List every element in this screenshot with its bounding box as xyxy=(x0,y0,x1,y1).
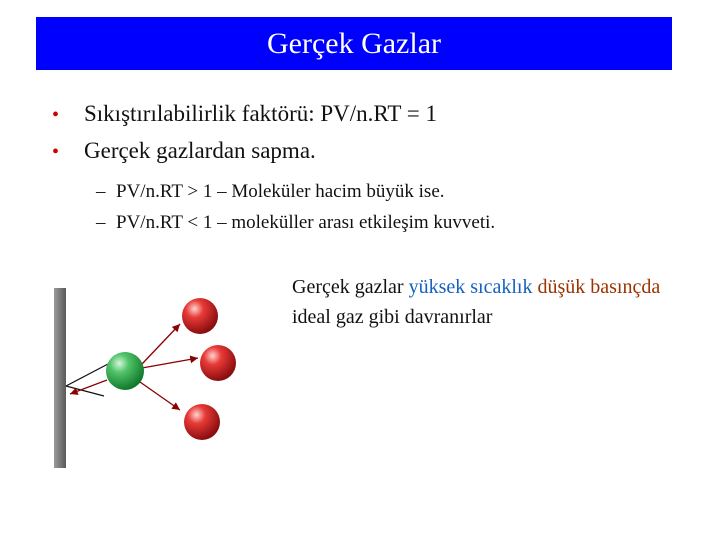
note-text: Gerçek gazlar xyxy=(292,276,409,298)
sub-bullet-list xyxy=(96,176,696,238)
bullet-item xyxy=(52,96,692,133)
ideal-gas-note xyxy=(292,272,672,332)
attraction-arrow xyxy=(142,324,180,364)
sub-bullet-text: PV/n.RT < 1 – moleküller arası etkileşim kuvveti. xyxy=(116,212,496,233)
sub-bullet-item xyxy=(96,176,696,207)
red-molecule xyxy=(184,404,220,440)
bullet-marker: • xyxy=(52,104,60,126)
red-molecule xyxy=(182,298,218,334)
molecule-collision-illustration xyxy=(50,284,240,470)
bullet-text: Gerçek gazlardan sapma. xyxy=(84,138,316,163)
slide-title: Gerçek Gazlar xyxy=(266,26,442,60)
bullet-text: Sıkıştırılabilirlik faktörü: PV/n.RT = 1 xyxy=(84,101,437,126)
red-molecule xyxy=(200,345,236,381)
sub-bullet-item xyxy=(96,207,696,238)
attraction-arrow xyxy=(142,358,198,368)
bullet-list xyxy=(52,96,692,170)
note-text: ideal gaz gibi davranırlar xyxy=(292,306,493,328)
note-highlight-high-temperature: yüksek sıcaklık xyxy=(408,276,533,298)
green-molecule xyxy=(106,352,144,390)
note-highlight-low-pressure: düşük basınçda xyxy=(537,276,661,298)
bullet-marker: • xyxy=(52,141,60,163)
sub-bullet-marker: – xyxy=(96,181,106,202)
attraction-arrow xyxy=(140,382,180,410)
bullet-item xyxy=(52,133,692,170)
sub-bullet-marker: – xyxy=(96,212,106,233)
sub-bullet-text: PV/n.RT > 1 – Moleküler hacim büyük ise. xyxy=(116,181,445,202)
slide-title-bar xyxy=(36,17,672,70)
reflected-path-line xyxy=(66,386,104,396)
container-wall xyxy=(54,288,66,468)
